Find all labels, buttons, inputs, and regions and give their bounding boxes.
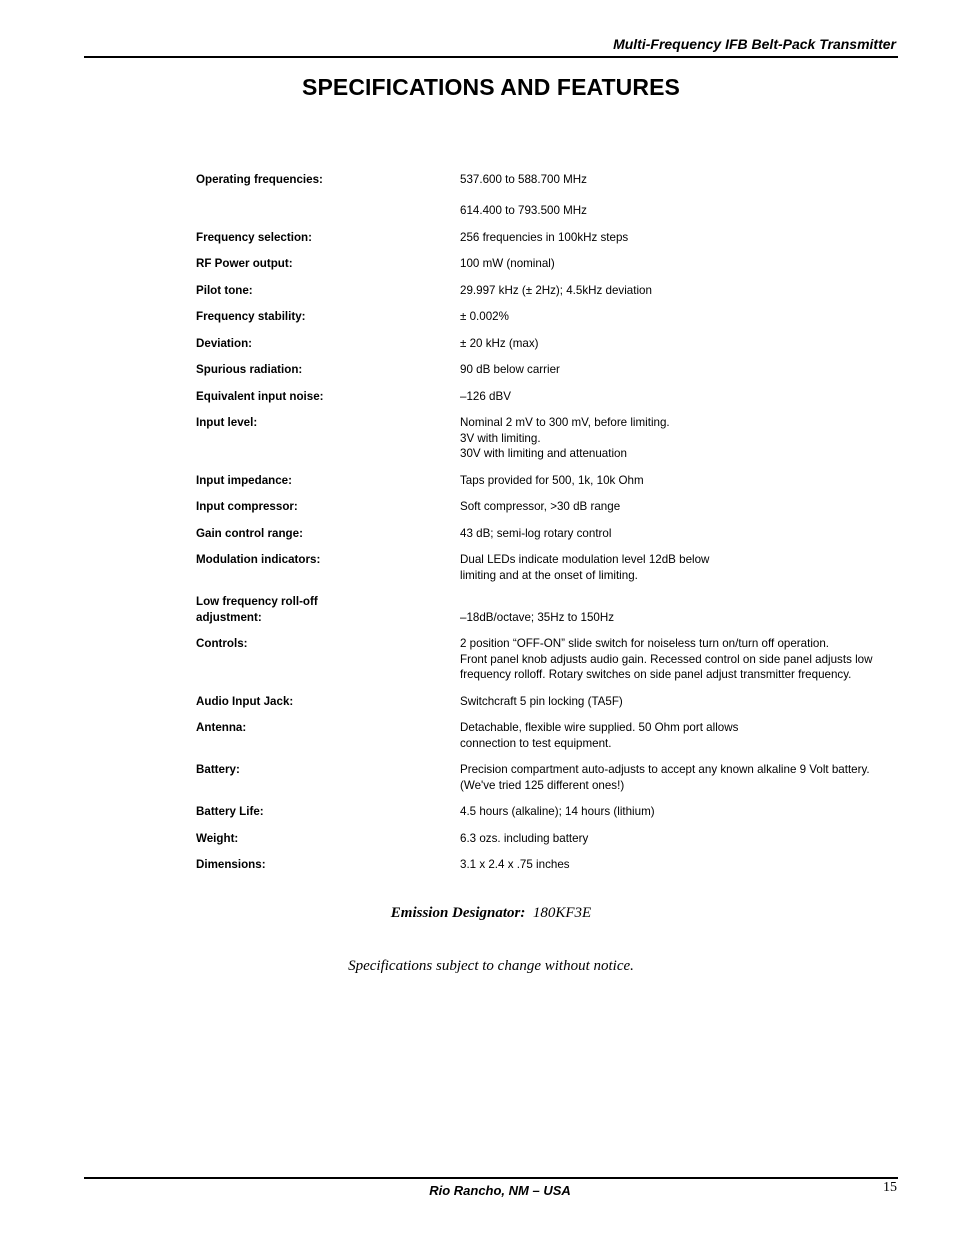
spec-label xyxy=(196,762,460,793)
spec-label xyxy=(196,804,460,820)
spec-value xyxy=(460,473,896,489)
spec-row xyxy=(196,172,896,219)
header-rule xyxy=(84,56,898,58)
spec-label xyxy=(196,720,460,751)
spec-row xyxy=(196,694,896,710)
spec-value xyxy=(460,389,896,405)
spec-label xyxy=(196,309,460,325)
spec-label xyxy=(196,283,460,299)
spec-row xyxy=(196,857,896,873)
spec-value-line: 537.600 to 588.700 MHz xyxy=(460,173,587,186)
footer-rule xyxy=(84,1177,898,1179)
spec-value xyxy=(460,283,896,299)
spec-value-line: 4.5 hours (alkaline); 14 hours (lithium) xyxy=(460,805,655,818)
spec-value xyxy=(460,309,896,325)
spec-label xyxy=(196,552,460,583)
spec-label-line: Battery Life: xyxy=(196,805,264,818)
spec-value-line: 256 frequencies in 100kHz steps xyxy=(460,230,629,244)
spec-value-line: –18dB/octave; 35Hz to 150Hz xyxy=(460,610,615,624)
spec-label xyxy=(196,230,460,246)
footer-location: Rio Rancho, NM – USA xyxy=(429,1183,571,1198)
spec-label-line: adjustment: xyxy=(196,610,262,624)
spec-row xyxy=(196,362,896,378)
spec-value xyxy=(460,594,896,625)
page-title: SPECIFICATIONS AND FEATURES xyxy=(302,74,680,100)
spec-row xyxy=(196,831,896,847)
spec-value-line: 30V with limiting and attenuation xyxy=(460,447,627,460)
spec-value xyxy=(460,172,896,219)
spec-label-line: Operating frequencies: xyxy=(196,173,323,186)
spec-label xyxy=(196,389,460,405)
spec-label xyxy=(196,831,460,847)
spec-label xyxy=(196,336,460,352)
spec-value xyxy=(460,336,896,352)
emission-label: Emission Designator: xyxy=(390,905,526,921)
spec-row xyxy=(196,804,896,820)
spec-label-line: Antenna: xyxy=(196,721,247,734)
spec-value-line: 43 dB; semi-log rotary control xyxy=(460,526,612,540)
spec-label xyxy=(196,526,460,542)
spec-label-line: Frequency stability: xyxy=(196,310,306,323)
spec-value-line: Precision compartment auto-adjusts to accept any known alkaline 9 Volt battery. xyxy=(460,763,870,776)
spec-label xyxy=(196,694,460,710)
spec-row xyxy=(196,720,896,751)
spec-label-line: Equivalent input noise: xyxy=(196,389,324,403)
spec-row xyxy=(196,389,896,405)
spec-table xyxy=(196,172,896,884)
spec-value xyxy=(460,831,896,847)
spec-value xyxy=(460,552,896,583)
spec-value-line: Dual LEDs indicate modulation level 12dB below xyxy=(460,553,710,566)
spec-label xyxy=(196,473,460,489)
spec-value-line: Nominal 2 mV to 300 mV, before limiting. xyxy=(460,416,670,429)
spec-label xyxy=(196,415,460,462)
spec-label-line: Frequency selection: xyxy=(196,230,312,244)
spec-row xyxy=(196,309,896,325)
spec-label-line: Gain control range: xyxy=(196,526,303,540)
spec-label-line: Pilot tone: xyxy=(196,283,253,297)
spec-row xyxy=(196,473,896,489)
spec-label-line: Deviation: xyxy=(196,336,253,350)
emission-designator xyxy=(0,905,954,922)
spec-label-line: Battery: xyxy=(196,763,240,776)
spec-value xyxy=(460,256,896,272)
spec-value-line: Switchcraft 5 pin locking (TA5F) xyxy=(460,694,623,708)
page-number: 15 xyxy=(883,1180,897,1195)
spec-value-line: connection to test equipment. xyxy=(460,736,612,750)
spec-value-line: 6.3 ozs. including battery xyxy=(460,831,589,845)
spec-value-line: 3.1 x 2.4 x .75 inches xyxy=(460,858,570,871)
spec-label-line: Spurious radiation: xyxy=(196,363,303,376)
spec-value xyxy=(460,230,896,246)
spec-value-line: –126 dBV xyxy=(460,389,511,403)
spec-label-line: Controls: xyxy=(196,637,248,650)
spec-row xyxy=(196,283,896,299)
spec-label-line: Low frequency roll-off xyxy=(196,595,318,608)
spec-row xyxy=(196,256,896,272)
spec-value xyxy=(460,415,896,462)
spec-row xyxy=(196,499,896,515)
spec-value-line: 614.400 to 793.500 MHz xyxy=(460,204,587,217)
spec-value-line: 100 mW (nominal) xyxy=(460,257,555,270)
spec-value xyxy=(460,526,896,542)
spec-row xyxy=(196,415,896,462)
spec-value-line: 29.997 kHz (± 2Hz); 4.5kHz deviation xyxy=(460,283,652,297)
spec-label-line: Modulation indicators: xyxy=(196,553,321,566)
spec-value-line: ± 20 kHz (max) xyxy=(460,336,539,350)
emission-value: 180KF3E xyxy=(532,905,592,921)
spec-row xyxy=(196,762,896,793)
specs-notice: Specifications subject to change without notice. xyxy=(348,958,634,974)
spec-label xyxy=(196,857,460,873)
header-title: Multi-Frequency IFB Belt-Pack Transmitter xyxy=(613,36,896,52)
spec-label xyxy=(196,594,460,625)
spec-label-line: RF Power output: xyxy=(196,257,293,270)
spec-value-line: Soft compressor, >30 dB range xyxy=(460,500,621,513)
spec-value-line: Front panel knob adjusts audio gain. Recessed control on side panel adjusts low xyxy=(460,652,873,666)
spec-label-line: Weight: xyxy=(196,831,239,845)
spec-value-line: 3V with limiting. xyxy=(460,431,541,445)
spec-value-line: frequency rolloff. Rotary switches on side panel adjust transmitter frequency. xyxy=(460,668,852,681)
spec-value-line: Detachable, flexible wire supplied. 50 Ohm port allows xyxy=(460,721,739,734)
spec-value-line: ± 0.002% xyxy=(460,310,509,323)
spec-value xyxy=(460,720,896,751)
spec-value xyxy=(460,762,896,793)
spec-value-line: 90 dB below carrier xyxy=(460,363,560,376)
spec-label-line: Input impedance: xyxy=(196,473,292,487)
spec-value-line xyxy=(460,188,896,204)
spec-value xyxy=(460,694,896,710)
spec-label xyxy=(196,172,460,219)
spec-label-line: Dimensions: xyxy=(196,858,266,871)
spec-row xyxy=(196,636,896,683)
spec-row xyxy=(196,526,896,542)
spec-value-line: Taps provided for 500, 1k, 10k Ohm xyxy=(460,473,644,487)
spec-value-line xyxy=(460,594,896,610)
spec-label xyxy=(196,362,460,378)
spec-value-line: (We've tried 125 different ones!) xyxy=(460,778,625,792)
spec-value xyxy=(460,499,896,515)
spec-row xyxy=(196,336,896,352)
spec-label xyxy=(196,499,460,515)
spec-value-line: limiting and at the onset of limiting. xyxy=(460,568,638,582)
spec-value xyxy=(460,362,896,378)
spec-row xyxy=(196,594,896,625)
spec-value xyxy=(460,857,896,873)
spec-row xyxy=(196,230,896,246)
spec-label xyxy=(196,636,460,683)
spec-value xyxy=(460,636,896,683)
spec-row xyxy=(196,552,896,583)
spec-label-line: Input compressor: xyxy=(196,500,298,513)
spec-value-line: 2 position “OFF-ON” slide switch for noiseless turn on/turn off operation. xyxy=(460,637,830,650)
spec-value xyxy=(460,804,896,820)
spec-label-line: Input level: xyxy=(196,416,258,429)
spec-label xyxy=(196,256,460,272)
spec-label-line: Audio Input Jack: xyxy=(196,694,294,708)
